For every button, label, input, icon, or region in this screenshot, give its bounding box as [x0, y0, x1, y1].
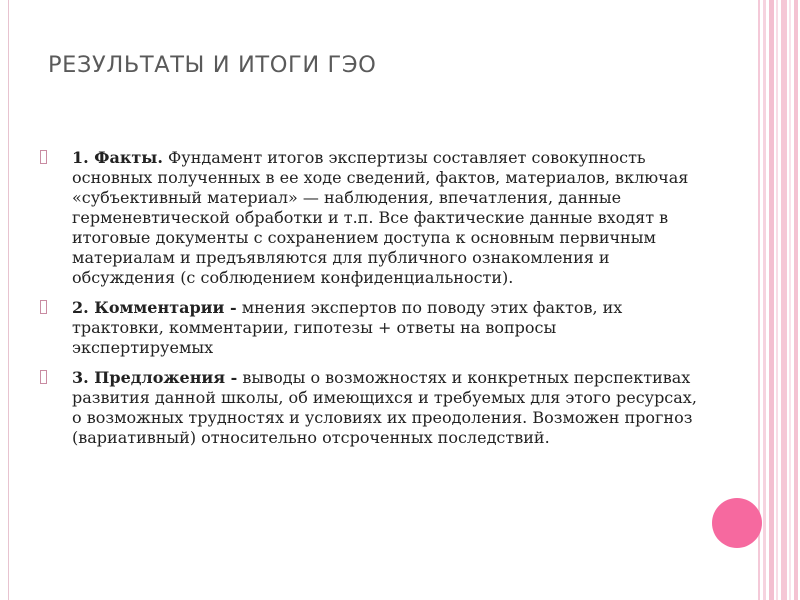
item-heading: 2. Комментарии -: [72, 298, 237, 317]
item-heading: 3. Предложения -: [72, 368, 238, 387]
item-text: выводы о возможностях и конкретных перспективах развития данной школы, об имеющихся и требуемых для этого ресурсах, о возможных трудностях и условиях их преодоления. Возможен прогноз (вариативный) относительно отсроченных последствий.: [72, 368, 697, 447]
stripe: [769, 0, 774, 600]
list-item: [40, 298, 700, 358]
hollow-square-bullet-icon: [40, 300, 47, 314]
list-item: [40, 368, 700, 448]
stripe: [781, 0, 787, 600]
decorative-circle: [712, 498, 762, 548]
stripe: [789, 0, 791, 600]
stripe: [763, 0, 766, 600]
bullet-list: [40, 148, 700, 458]
hollow-square-bullet-icon: [40, 150, 47, 164]
item-text: Фундамент итогов экспертизы составляет совокупность основных полученных в ее ходе сведений, фактов, материалов, включая «субъективный материал» — наблюдения, впечатления, данные герменевтической обработки и т.п. Все фактические данные входят в итоговые документы с сохранением доступа к основным первичным материалам и предъявляются для публичного ознакомления и обсуждения (с соблюдением конфиденциальности).: [72, 148, 689, 287]
slide-title: РЕЗУЛЬТАТЫ И ИТОГИ ГЭО: [48, 52, 377, 78]
item-text: мнения экспертов по поводу этих фактов, их трактовки, комментарии, гипотезы + ответы на вопросы экспертируемых: [72, 298, 623, 357]
stripe: [776, 0, 778, 600]
item-heading: 1. Факты.: [72, 148, 163, 167]
left-border-line: [8, 0, 9, 600]
decorative-stripes: [758, 0, 800, 600]
hollow-square-bullet-icon: [40, 370, 47, 384]
list-item: [40, 148, 700, 288]
stripe: [794, 0, 798, 600]
